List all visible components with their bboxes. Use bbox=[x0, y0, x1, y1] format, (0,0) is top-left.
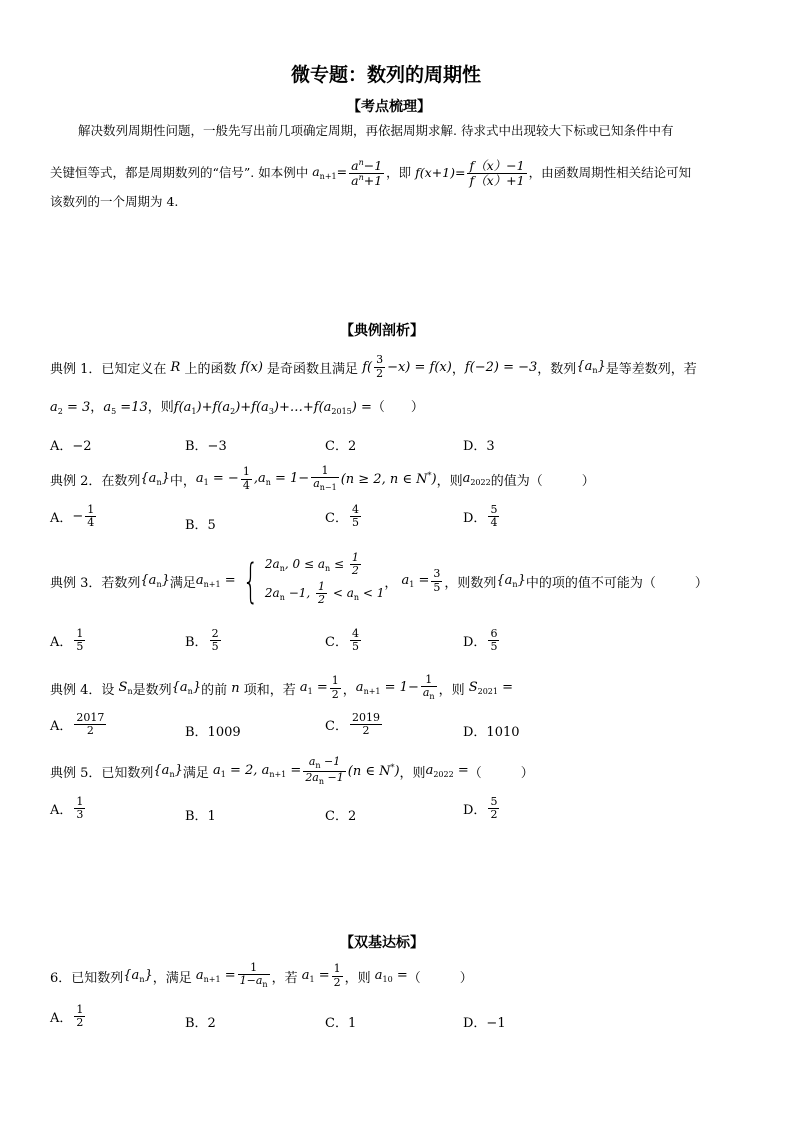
intro-line-2-text-b: ，即 bbox=[386, 164, 412, 180]
frac-5-2: $\frac{5}{2}$ bbox=[490, 795, 498, 822]
intro-line-2 bbox=[50, 155, 691, 191]
frac-2-5: $\frac{2}{5}$ bbox=[211, 627, 219, 654]
intro-line-1: 解决数列周期性问题，一般先写出前几项确定周期，再依据周期求解. 待求式中出现较大下标或已知条件中有 bbox=[78, 123, 674, 138]
example-1-option-d[interactable]: D．3 bbox=[463, 439, 495, 454]
intro-line-2-text-c: ，由函数周期性相关结论可知 bbox=[528, 164, 692, 180]
question-6-text-3: ，则 bbox=[344, 970, 371, 986]
math-a1-3: $a_1$ = bbox=[397, 573, 430, 589]
example-1-text-5: 是等差数列，若 bbox=[605, 361, 697, 377]
example-4-option-a-label: A． bbox=[50, 719, 73, 735]
example-2-text-1: 中， bbox=[169, 473, 196, 489]
example-3-option-b[interactable] bbox=[185, 628, 223, 653]
example-2-option-c-label: C． bbox=[325, 511, 348, 527]
example-2-option-a-label: A． bbox=[50, 511, 73, 527]
section-heading-dianli: 【典例剖析】 bbox=[340, 323, 424, 339]
math-a-n-set-5: $\{a_n\}$ bbox=[153, 763, 183, 779]
example-3-option-c[interactable] bbox=[325, 628, 363, 653]
math-n: n bbox=[227, 680, 244, 696]
example-3-text-3: ，则数列 bbox=[444, 575, 497, 591]
math-sum-f: $f(a_1)+f(a_2)+f(a_3)+\dots+f(a_{2015})$ = bbox=[173, 400, 372, 416]
example-4-text-5: ，则 bbox=[438, 682, 465, 698]
example-5-option-d[interactable] bbox=[463, 796, 501, 821]
question-6-option-a-label: A． bbox=[50, 1011, 73, 1027]
math-an1-4: $a_{n+1} = 1-$ bbox=[355, 680, 419, 696]
example-3-option-d[interactable] bbox=[463, 628, 501, 653]
math-S2021: $S_{2021}$ = bbox=[464, 680, 514, 696]
example-4-option-c[interactable] bbox=[325, 712, 384, 737]
example-2-text-3: 的值为（ ） bbox=[490, 473, 595, 489]
frac-1-2-ex4: $\frac{1}{2}$ bbox=[331, 674, 339, 701]
frac-1-an-1: $\frac{1}{a_{n-1}}$ bbox=[313, 464, 337, 493]
question-6-text-1: ，满足 bbox=[152, 970, 192, 986]
frac-1-3: $\frac{1}{3}$ bbox=[76, 795, 84, 822]
example-4-line-1 bbox=[50, 670, 513, 706]
math-Sn: $S_n$ bbox=[114, 680, 133, 696]
example-1-option-a[interactable]: A．−2 bbox=[50, 439, 92, 454]
example-2-lead: 典例 2．在数列 bbox=[50, 473, 141, 489]
math-a-n-set-3: $\{a_n\}$ bbox=[140, 573, 170, 589]
example-5-option-a-label: A． bbox=[50, 803, 73, 819]
example-5-option-c[interactable]: C．2 bbox=[325, 809, 357, 824]
page-title: 微专题：数列的周期性 bbox=[291, 64, 482, 86]
example-4-option-d[interactable]: D．1010 bbox=[463, 725, 520, 740]
example-1-text-3: ， bbox=[451, 361, 465, 377]
example-2-option-d[interactable] bbox=[463, 504, 501, 529]
example-1-line-2 bbox=[50, 396, 424, 416]
frac-2017-2: $\frac{2017}{2}$ bbox=[76, 711, 105, 738]
math-a2: $a_2 = 3$ bbox=[50, 400, 91, 416]
example-4-text-2: 的前 bbox=[201, 682, 228, 698]
math-a-n-set-3b: $\{a_n\}$ bbox=[496, 573, 526, 589]
math-a-n-set-6: $\{a_n\}$ bbox=[123, 968, 153, 984]
example-4-lead: 典例 4．设 bbox=[50, 682, 115, 698]
example-2-option-a[interactable]: A． − $\frac{1}{4}$ bbox=[50, 503, 95, 530]
frac-3-2: $\frac{3}{2}$ bbox=[376, 353, 384, 380]
frac-1-4: $\frac{1}{4}$ bbox=[242, 465, 250, 492]
example-4-text-4: ， bbox=[342, 682, 356, 698]
example-1-text-4: ，数列 bbox=[537, 361, 577, 377]
example-3-option-a-label: A． bbox=[50, 635, 73, 651]
example-5-text-1: 满足 bbox=[182, 765, 209, 781]
frac-1-1-an: $\frac{1}{1-a_n}$ bbox=[239, 961, 268, 990]
math-a-n-set-2: $\{a_n\}$ bbox=[140, 471, 170, 487]
example-3-option-a[interactable] bbox=[50, 628, 87, 653]
example-3-option-c-label: C． bbox=[325, 635, 348, 651]
math-f-x: f(x) bbox=[236, 359, 268, 375]
question-6-option-c[interactable]: C．1 bbox=[325, 1016, 357, 1031]
example-4-text-3: 项和，若 bbox=[243, 682, 296, 698]
section-heading-kaodian: 【考点梳理】 bbox=[347, 99, 431, 115]
piecewise-cases: $2a_n$, $0 \le a_n$ ≤ $\frac{1}{2}$ $2a_n -1$, $\frac{1}{2}$ < $a_n < 1$ bbox=[264, 550, 385, 607]
math-a-n-set: $\{a_n\}$ bbox=[576, 359, 606, 375]
math-a10: $a_{10}$ = bbox=[370, 968, 408, 984]
left-brace: { bbox=[242, 554, 259, 608]
example-5-text-3: （ ） bbox=[468, 765, 534, 781]
frac-3-5: $\frac{3}{5}$ bbox=[433, 567, 441, 594]
example-2-option-c[interactable] bbox=[325, 504, 363, 529]
question-6-option-d[interactable]: D．−1 bbox=[463, 1016, 506, 1031]
frac-1-4-opt: $\frac{1}{4}$ bbox=[87, 503, 95, 530]
math-f-neg2: f(−2) = −3 bbox=[464, 359, 538, 375]
example-1-lead: 典例 1．已知定义在 bbox=[50, 361, 167, 377]
frac-2019-2: $\frac{2019}{2}$ bbox=[351, 711, 380, 738]
example-5-option-a[interactable] bbox=[50, 796, 87, 821]
example-4-option-c-label: C． bbox=[325, 719, 348, 735]
example-4-option-a[interactable] bbox=[50, 712, 108, 737]
math-a1-4: $a_1$ = bbox=[295, 680, 328, 696]
example-2-text-2: ，则 bbox=[436, 473, 463, 489]
example-1-text-1: 上的函数 bbox=[184, 361, 237, 377]
example-2-line-1 bbox=[50, 460, 595, 498]
intro-line-2-text-a: 关键恒等式，都是周期数列的“信号”. 如本例中 bbox=[50, 164, 309, 180]
example-5-option-b[interactable]: B．1 bbox=[185, 809, 216, 824]
example-5-lead: 典例 5．已知数列 bbox=[50, 765, 154, 781]
frac-recurrence-5: $\frac{a_n -1}{2a_n -1}$ bbox=[305, 754, 344, 786]
question-6-lead: 6．已知数列 bbox=[50, 970, 124, 986]
math-a1-5: $a_1 = 2$, $a_{n+1}$ = bbox=[208, 763, 302, 779]
example-1-option-c[interactable]: C．2 bbox=[325, 439, 357, 454]
example-3-text-2: ， bbox=[384, 575, 398, 591]
question-6-option-b[interactable]: B．2 bbox=[185, 1016, 216, 1031]
example-1-text-8: （ ） bbox=[371, 400, 424, 415]
frac-6-5: $\frac{6}{5}$ bbox=[490, 627, 498, 654]
example-1-text-7: ，则 bbox=[147, 400, 174, 415]
frac-4-5: $\frac{4}{5}$ bbox=[351, 503, 359, 530]
intro-line-3: 该数列的一个周期为 4. bbox=[50, 194, 179, 209]
example-5-line-1 bbox=[50, 752, 534, 790]
example-3-option-d-label: D． bbox=[463, 635, 487, 651]
math-a2022-5: $a_{2022}$ = bbox=[425, 763, 469, 779]
frac-1-2-q6: $\frac{1}{2}$ bbox=[333, 962, 341, 989]
frac-4-5-b: $\frac{4}{5}$ bbox=[351, 627, 359, 654]
frac-1-5: $\frac{1}{5}$ bbox=[76, 627, 84, 654]
example-2-option-b[interactable]: B．5 bbox=[185, 518, 216, 533]
formula-recurrence-fraction: $\frac{a^n-1}{a^n+1}$ bbox=[351, 157, 383, 188]
frac-1-an: $\frac{1}{a_n}$ bbox=[422, 673, 435, 702]
example-3-lead: 典例 3．若数列 bbox=[50, 575, 141, 591]
math-f-sym: f( bbox=[358, 359, 373, 375]
math-a1-6: $a_1$ = bbox=[297, 968, 330, 984]
math-a5: $a_5 =13$ bbox=[103, 400, 148, 416]
question-6-text-4: （ ） bbox=[407, 970, 473, 986]
example-4-text-1: 是数列 bbox=[132, 682, 172, 698]
example-3-option-b-label: B． bbox=[185, 635, 208, 651]
example-4-option-b[interactable]: B．1009 bbox=[185, 725, 241, 740]
frac-1-2-opt: $\frac{1}{2}$ bbox=[76, 1003, 84, 1030]
example-1-option-b[interactable]: B．−3 bbox=[185, 439, 227, 454]
math-a1-def: $a_1$ = − bbox=[195, 471, 239, 487]
question-6-line-1 bbox=[50, 958, 473, 994]
formula-f-x-plus-1: f(x+1)= bbox=[411, 164, 466, 180]
example-1-line-1 bbox=[50, 352, 697, 382]
math-an-def: $,a_n = 1-$ bbox=[253, 471, 310, 487]
example-5-text-2: ，则 bbox=[399, 765, 426, 781]
example-1-text-2: 是奇函数且满足 bbox=[267, 361, 359, 377]
example-2-option-d-label: D． bbox=[463, 511, 487, 527]
math-a-n-set-4: $\{a_n\}$ bbox=[171, 680, 202, 696]
formula-function-fraction: $\frac{f(x)-1}{f(x)+1}$ bbox=[469, 157, 525, 188]
example-1-text-6: ， bbox=[90, 400, 104, 415]
example-5-option-d-label: D． bbox=[463, 803, 487, 819]
example-3-text-4: 中的项的值不可能为（ ） bbox=[525, 575, 708, 591]
math-an1: $a_{n+1}$ = bbox=[195, 573, 236, 589]
frac-5-4: $\frac{5}{4}$ bbox=[490, 503, 498, 530]
math-f-sym-rest: −x) = f(x) bbox=[387, 359, 452, 375]
math-cond-5: (n ∈ N*) bbox=[347, 763, 400, 779]
formula-a-n-plus-1: $a_{n+1}=$ bbox=[308, 163, 348, 181]
math-a2022: $a_{2022}$ bbox=[462, 471, 491, 487]
math-R: R bbox=[166, 359, 185, 375]
question-6-option-a[interactable] bbox=[50, 1004, 87, 1029]
section-heading-shuangji: 【双基达标】 bbox=[340, 935, 424, 951]
question-6-text-2: ，若 bbox=[271, 970, 298, 986]
example-3-line-1 bbox=[50, 546, 708, 616]
example-3-text-1: 满足 bbox=[169, 575, 196, 591]
math-an1-6: $a_{n+1}$ = bbox=[191, 968, 236, 984]
math-cond: (n ≥ 2, n ∈ N*) bbox=[340, 471, 437, 487]
